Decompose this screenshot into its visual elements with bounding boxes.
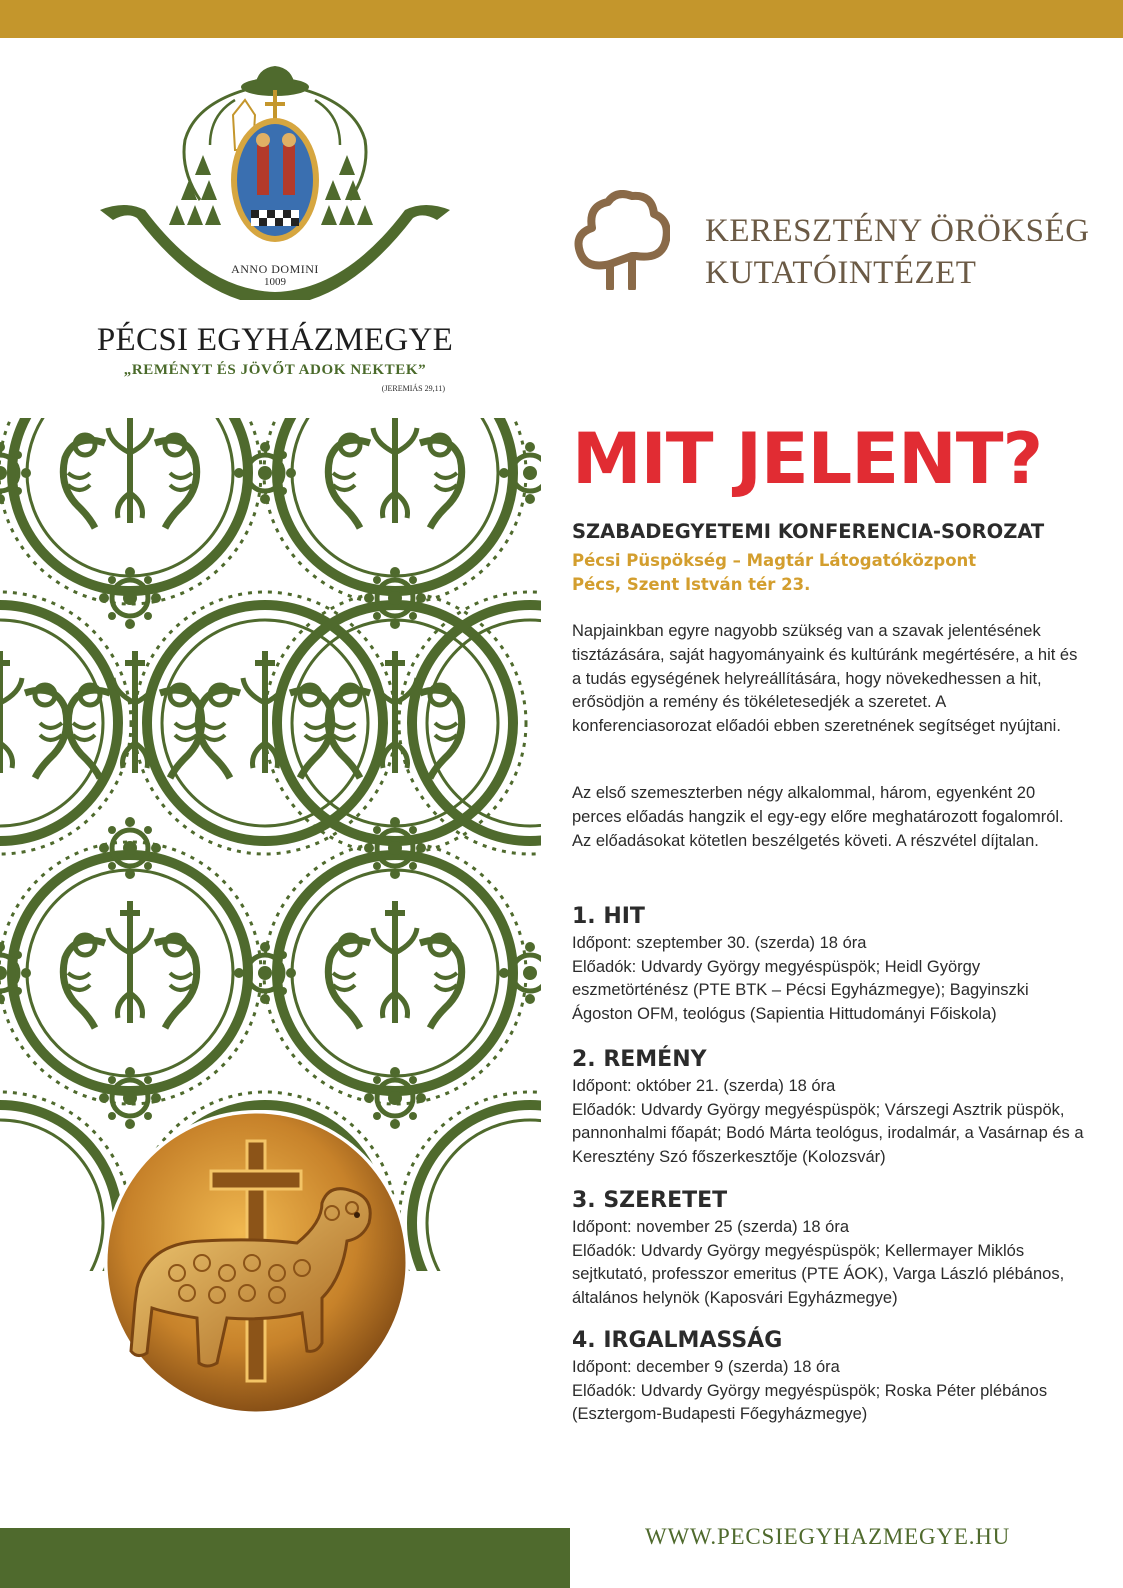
headline: MIT JELENT? bbox=[572, 418, 1043, 500]
footer-green-bar bbox=[0, 1528, 570, 1588]
venue-name: Pécsi Püspökség – Magtár Látogatóközpont bbox=[572, 551, 977, 570]
lecture-remeny bbox=[572, 1047, 1087, 1169]
lecture-speakers: Előadók: Udvardy György megyéspüspök; Roska Péter plébános (Esztergom-Budapesti Főegyházmegye) bbox=[572, 1381, 1048, 1423]
lecture-title: 2. REMÉNY bbox=[572, 1047, 707, 1072]
venue-address: Pécs, Szent István tér 23. bbox=[572, 575, 811, 594]
intro-paragraph-1 bbox=[572, 620, 1084, 739]
lamb-of-god-medallion bbox=[104, 1110, 409, 1415]
top-gold-bar bbox=[0, 0, 1123, 38]
lecture-title: 1. HIT bbox=[572, 904, 645, 929]
founding-year: 1009 bbox=[264, 276, 286, 288]
lecture-title: 4. IRGALMASSÁG bbox=[572, 1328, 783, 1353]
website-link[interactable]: WWW.PECSIEGYHAZMEGYE.HU bbox=[645, 1524, 1011, 1549]
institute-name bbox=[705, 210, 1105, 294]
subtitle: SZABADEGYETEMI KONFERENCIA-SOROZAT bbox=[572, 520, 1045, 543]
lecture-szeretet bbox=[572, 1188, 1087, 1310]
lecture-time: Időpont: november 25 (szerda) 18 óra bbox=[572, 1218, 849, 1236]
institute-name-line2: KUTATÓINTÉZET bbox=[705, 255, 977, 291]
lecture-title: 3. SZERETET bbox=[572, 1188, 728, 1213]
institute-tree-icon bbox=[572, 190, 670, 290]
diocese-motto: „REMÉNYT ÉS JÖVŐT ADOK NEKTEK” bbox=[123, 362, 427, 378]
venue bbox=[572, 549, 1102, 597]
diocese-logo bbox=[85, 60, 465, 400]
diocese-name: PÉCSI EGYHÁZMEGYE bbox=[96, 322, 454, 358]
intro-text-1: Napjainkban egyre nagyobb szükség van a szavak jelentésének tisztázására, saját hagyományaink és kultúránk megértésére, a hit és a tudás egységének helyreállítására, hogy növekedhessen a hit, erősödjön a remény és tökéletesedjék a szeretet. A konferenciasorozat előadói ebben szeretnének segítséget nyújtani. bbox=[572, 622, 1078, 736]
anno-domini-text: ANNO DOMINI bbox=[231, 262, 319, 276]
lecture-speakers: Előadók: Udvardy György megyéspüspök; Kellermayer Miklós sejtkutató, professzor emeritus (PTE ÁOK), Varga László plébános, általános helynök (Kaposvári Egyházmegye) bbox=[572, 1241, 1065, 1307]
motto-reference: (JEREMIÁS 29,11) bbox=[381, 384, 445, 393]
lecture-time: Időpont: október 21. (szerda) 18 óra bbox=[572, 1077, 836, 1095]
lecture-time: Időpont: december 9 (szerda) 18 óra bbox=[572, 1358, 840, 1376]
intro-paragraph-2 bbox=[572, 782, 1084, 853]
lamb-icon bbox=[107, 1113, 406, 1412]
lecture-hit bbox=[572, 904, 1087, 1026]
lecture-speakers: Előadók: Udvardy György megyéspüspök; Várszegi Asztrik püspök, pannonhalmi főapát; Bodó Márta teológus, irodalmár, a Vasárnap és a Keresztény Szó főszerkesztője (Kolozsvár) bbox=[572, 1100, 1084, 1166]
lecture-speakers: Előadók: Udvardy György megyéspüspök; Heidl György eszmetörténész (PTE BTK – Pécsi Egyházmegye); Bagyinszki Ágoston OFM, teológus (Sapientia Hittudományi Főiskola) bbox=[572, 957, 1029, 1023]
lecture-time: Időpont: szeptember 30. (szerda) 18 óra bbox=[572, 934, 867, 952]
lecture-irgalmassag bbox=[572, 1328, 1087, 1427]
institute-name-line1: KERESZTÉNY ÖRÖKSÉG bbox=[705, 213, 1090, 249]
intro-text-2: Az első szemeszterben négy alkalommal, három, egyenként 20 perces előadás hangzik el egy-egy előre meghatározott fogalomról. Az előadásokat kötetlen beszélgetés követi. A részvétel díjtalan. bbox=[572, 784, 1064, 850]
